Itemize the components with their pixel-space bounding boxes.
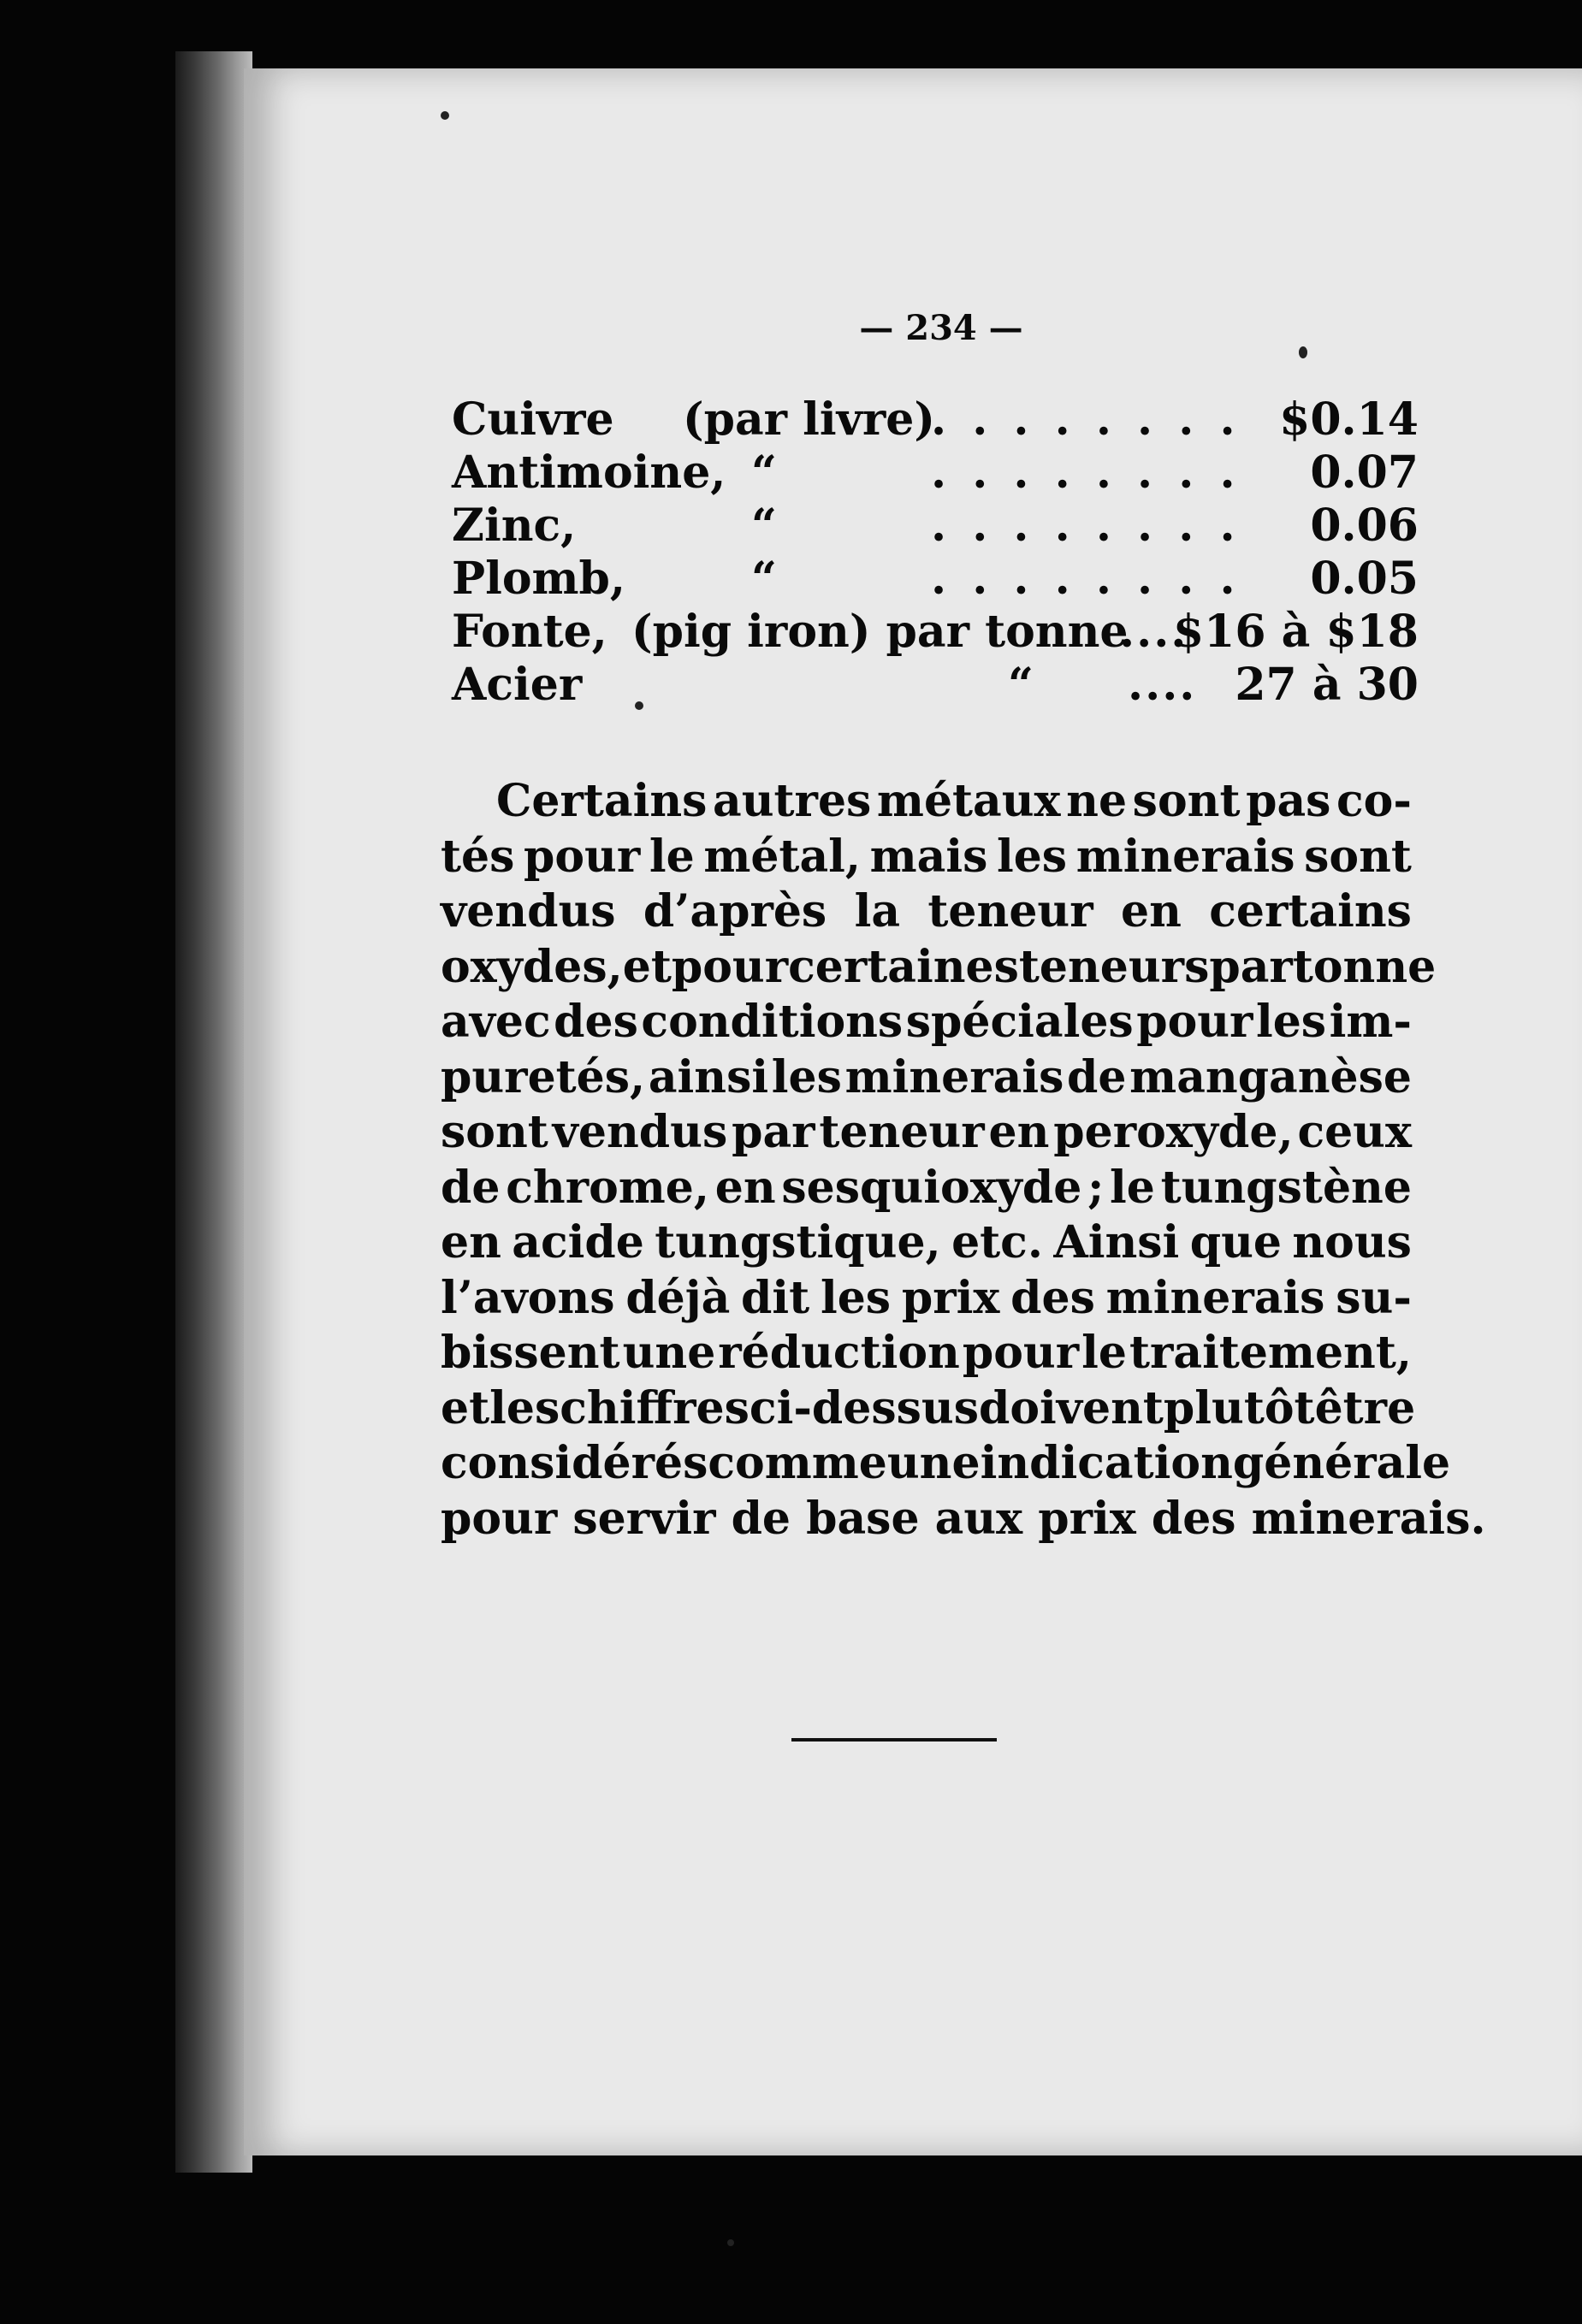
speck-mark <box>441 111 449 120</box>
word: Certains <box>496 775 708 827</box>
word: les <box>996 830 1068 883</box>
paragraph-line <box>441 884 1412 940</box>
price-unit: “ <box>1008 659 1034 711</box>
price-unit: (pig iron) par tonne <box>631 606 1129 658</box>
section-rule <box>791 1738 997 1742</box>
word: par <box>1209 940 1293 993</box>
word: réduction <box>718 1327 960 1379</box>
price-value: 0.07 <box>1310 446 1419 499</box>
price-unit: “ <box>751 553 777 605</box>
speck-mark <box>1299 346 1307 358</box>
word: métaux <box>876 775 1061 827</box>
speck-mark <box>635 701 643 710</box>
body-paragraph <box>441 774 1486 1546</box>
word: une <box>622 1327 716 1379</box>
metal-name: Zinc, <box>452 500 577 552</box>
word: en <box>714 1161 776 1214</box>
paragraph-line <box>441 1436 1451 1492</box>
paragraph-line <box>441 1326 1412 1381</box>
speck-mark <box>727 2239 734 2246</box>
word: tés <box>441 830 515 883</box>
word: Ainsi <box>1053 1216 1180 1268</box>
word: des <box>554 996 638 1048</box>
word: pour <box>1136 996 1253 1048</box>
word: de <box>1067 1050 1127 1103</box>
word: peroxyde, <box>1053 1106 1294 1158</box>
word: su- <box>1336 1271 1412 1324</box>
word: des <box>1010 1271 1095 1324</box>
word: vendus <box>552 1106 728 1158</box>
price-row <box>452 553 1419 606</box>
word: im- <box>1329 996 1412 1048</box>
word: tungstique, <box>655 1216 941 1268</box>
dot-leader: .... <box>1128 659 1197 711</box>
paragraph-line <box>441 1161 1412 1216</box>
word: certains <box>1209 885 1412 937</box>
word: oxydes, <box>441 940 623 993</box>
word: spéciales <box>905 996 1134 1048</box>
price-unit: “ <box>751 500 777 552</box>
word: sont <box>441 1106 548 1158</box>
word: chiffres <box>560 1381 750 1434</box>
word: teneurs <box>1018 940 1210 993</box>
word: traitement, <box>1129 1327 1412 1379</box>
word: mais <box>869 830 988 883</box>
word: ne <box>1066 775 1128 827</box>
word: autres <box>713 775 872 827</box>
word: déjà <box>625 1271 731 1324</box>
word: et <box>622 940 672 993</box>
price-row <box>452 446 1419 500</box>
paragraph-line <box>441 940 1437 996</box>
word: teneur <box>819 1106 985 1158</box>
word: les <box>820 1271 892 1324</box>
word: bissent <box>441 1327 620 1379</box>
word: manganèse <box>1129 1050 1412 1103</box>
price-row <box>452 659 1419 712</box>
word: pour <box>524 830 641 883</box>
word: puretés, <box>441 1050 646 1103</box>
word: comme <box>708 1437 887 1489</box>
metal-name: Fonte, <box>452 606 607 658</box>
price-value: $0.14 <box>1279 393 1419 446</box>
paragraph-line <box>441 1215 1412 1271</box>
dot-leader: . . . . . . . . <box>931 446 1241 499</box>
word: minerais <box>1075 830 1295 883</box>
word: ci-dessus <box>749 1381 979 1434</box>
word: ceux <box>1297 1106 1412 1158</box>
word: considérés <box>441 1437 708 1489</box>
word: de <box>441 1161 501 1214</box>
word: en <box>988 1106 1050 1158</box>
word: ; <box>1087 1161 1105 1214</box>
word: sont <box>1132 775 1241 827</box>
word: dit <box>741 1271 810 1324</box>
word: le <box>1110 1161 1155 1214</box>
word: prix <box>901 1271 1000 1324</box>
word: les <box>489 1381 560 1434</box>
metal-name: Antimoine, <box>452 446 726 499</box>
paragraph-line <box>441 1050 1412 1106</box>
word: avec <box>441 996 551 1048</box>
price-unit: “ <box>751 446 777 499</box>
word: le <box>1081 1327 1127 1379</box>
word: la <box>854 885 901 937</box>
metal-price-list <box>452 393 1419 712</box>
price-row <box>452 500 1419 553</box>
price-value: 0.06 <box>1310 500 1419 552</box>
paragraph-line <box>441 1271 1412 1327</box>
dot-leader: . . . . . . . . <box>931 553 1241 605</box>
word: acide <box>512 1216 644 1268</box>
metal-name: Cuivre <box>452 393 614 446</box>
word: l’avons <box>441 1271 615 1324</box>
word: plutôt <box>1163 1381 1315 1434</box>
word: les <box>1255 996 1327 1048</box>
word: une <box>886 1437 981 1489</box>
metal-name: Plomb, <box>452 553 626 605</box>
word: minerais <box>844 1050 1064 1103</box>
word: doivent <box>978 1381 1164 1434</box>
book-spine-shadow <box>175 51 252 2173</box>
word: conditions <box>641 996 904 1048</box>
word: et <box>441 1381 490 1434</box>
word: certaines <box>788 940 1019 993</box>
word: en <box>441 1216 501 1268</box>
word: chrome, <box>506 1161 709 1214</box>
metal-name: Acier <box>452 659 583 711</box>
word: le <box>649 830 695 883</box>
paragraph-line <box>441 995 1412 1050</box>
word: pour <box>671 940 789 993</box>
word: vendus <box>441 885 616 937</box>
word: être <box>1314 1381 1416 1434</box>
word: pour <box>962 1327 1080 1379</box>
word: indication <box>980 1437 1233 1489</box>
word: sont <box>1304 830 1412 883</box>
dot-leader: . . . . . . . . <box>931 393 1241 446</box>
price-value: 0.05 <box>1310 553 1419 605</box>
price-value: 27 à 30 <box>1235 659 1419 711</box>
word: que <box>1189 1216 1282 1268</box>
price-value: $16 à $18 <box>1173 606 1419 658</box>
word: co- <box>1336 775 1412 827</box>
paragraph-line <box>441 830 1412 885</box>
paragraph-line: pour servir de base aux prix des minerais. <box>441 1492 1486 1545</box>
page-number: — 234 — <box>859 308 1023 348</box>
word: générale <box>1232 1437 1451 1489</box>
paragraph-line <box>441 774 1412 830</box>
word: nous <box>1292 1216 1412 1268</box>
word: en <box>1120 885 1182 937</box>
word: tungstène <box>1160 1161 1412 1214</box>
word: les <box>771 1050 842 1103</box>
price-row <box>452 606 1419 659</box>
price-row <box>452 393 1419 446</box>
dot-leader: . . . . . . . . <box>931 500 1241 552</box>
word: pas <box>1246 775 1331 827</box>
dot-leader: .... <box>1119 606 1188 658</box>
word: par <box>732 1106 815 1158</box>
word: minerais <box>1105 1271 1325 1324</box>
paragraph-line <box>441 1105 1412 1161</box>
word: ainsi <box>648 1050 769 1103</box>
word: d’après <box>643 885 827 937</box>
word: etc. <box>951 1216 1043 1268</box>
word: tonne <box>1292 940 1437 993</box>
word: métal, <box>703 830 861 883</box>
word: sesquioxyde <box>781 1161 1082 1214</box>
word: teneur <box>927 885 1093 937</box>
paragraph-line <box>441 1381 1416 1437</box>
price-unit: (par livre) <box>683 393 935 446</box>
